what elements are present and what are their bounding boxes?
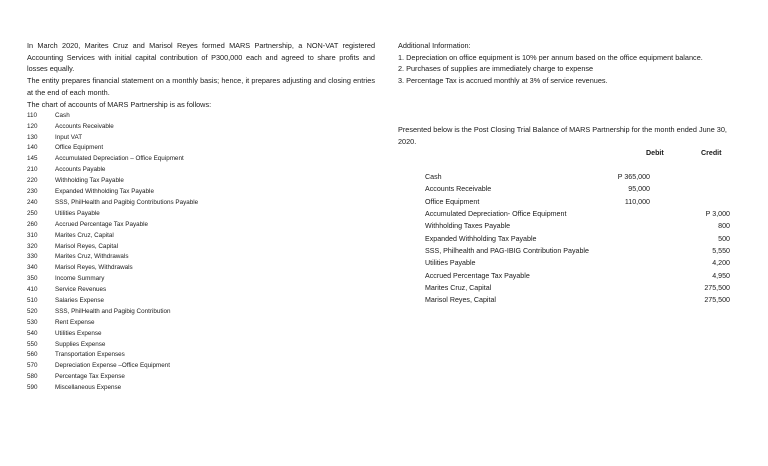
debit-amount: P 365,000 (617, 173, 650, 182)
credit-amount: 5,550 (712, 246, 730, 255)
account-code: 145 (27, 155, 38, 163)
account-name: Accumulated Depreciation – Office Equipment (55, 155, 184, 163)
account-code: 120 (27, 122, 38, 130)
account-name: Accounts Payable (55, 166, 106, 174)
trial-balance-row (425, 220, 730, 232)
account-row (27, 208, 375, 219)
account-code: 310 (27, 231, 38, 239)
account-row (27, 241, 375, 252)
account-row (27, 197, 375, 208)
account-code: 220 (27, 177, 38, 185)
account-name: Expanded Withholding Tax Payable (55, 188, 154, 196)
account-row (27, 339, 375, 350)
credit-amount: P 3,000 (705, 210, 730, 219)
account-code: 210 (27, 166, 38, 174)
account-row (27, 284, 375, 295)
account-row (27, 219, 375, 230)
account-code: 570 (27, 362, 38, 370)
account-title: Utilities Payable (425, 259, 476, 268)
account-name: Marisol Reyes, Withdrawals (55, 264, 133, 272)
account-row (27, 372, 375, 383)
account-name: Salaries Expense (55, 296, 105, 304)
account-code: 250 (27, 209, 38, 217)
account-row (27, 143, 375, 154)
account-title: Marisol Reyes, Capital (425, 296, 496, 305)
account-code: 560 (27, 351, 38, 359)
account-row (27, 252, 375, 263)
debit-column-header: Debit (646, 149, 664, 157)
account-code: 320 (27, 242, 38, 250)
account-title: Expanded Withholding Tax Payable (425, 234, 537, 243)
account-title: SSS, Philhealth and PAG-IBIG Contribution Payable (425, 246, 589, 255)
account-code: 330 (27, 253, 38, 261)
account-code: 260 (27, 220, 38, 228)
account-name: SSS, PhilHealth and Pagibig Contribution (55, 307, 171, 315)
account-name: Utilities Expense (55, 329, 102, 337)
account-name: Marisol Reyes, Capital (55, 242, 118, 250)
trial-balance-row (425, 282, 730, 294)
account-row (27, 121, 375, 132)
account-code: 540 (27, 329, 38, 337)
account-name: Income Summary (55, 275, 105, 283)
account-row (27, 230, 375, 241)
account-name: Office Equipment (55, 144, 104, 152)
account-row (27, 295, 375, 306)
account-name: Marites Cruz, Capital (55, 231, 114, 239)
trial-balance-row (425, 208, 730, 220)
account-code: 410 (27, 286, 38, 294)
account-title: Cash (425, 173, 442, 182)
account-name: Input VAT (55, 133, 83, 141)
trial-balance-row (425, 245, 730, 257)
intro-paragraph-1: In March 2020, Marites Cruz and Marisol Reyes formed MARS Partnership, a NON-VAT registered Accounting Services with initial capital contribution of P300,000 each and agreed to share profits and losses equally. (27, 41, 375, 74)
credit-amount: 4,950 (712, 271, 730, 280)
additional-info-item-1: 1. Depreciation on office equipment is 10% per annum based on the office equipment balance. (398, 52, 703, 62)
additional-information (398, 40, 742, 87)
account-row (27, 361, 375, 372)
account-name: Utilities Payable (55, 209, 100, 217)
trial-balance-row (425, 257, 730, 269)
trial-balance-table (425, 171, 730, 306)
account-title: Marites Cruz, Capital (425, 283, 492, 292)
account-code: 580 (27, 373, 38, 381)
account-name: Cash (55, 111, 70, 119)
account-name: Percentage Tax Expense (55, 373, 125, 381)
debit-amount: 95,000 (628, 185, 650, 194)
trial-balance-row (425, 196, 730, 208)
credit-amount: 500 (718, 234, 730, 243)
additional-info-item-3: 3. Percentage Tax is accrued monthly at 3% of service revenues. (398, 76, 608, 86)
account-row (27, 382, 375, 393)
account-name: Service Revenues (55, 286, 107, 294)
account-name: Withholding Tax Payable (55, 177, 124, 185)
account-name: Rent Expense (55, 318, 95, 326)
trial-balance-intro: Presented below is the Post Closing Trial Balance of MARS Partnership for the month ended June 30, 2020. (398, 125, 727, 146)
trial-balance-row (425, 232, 730, 244)
account-code: 230 (27, 188, 38, 196)
account-title: Withholding Taxes Payable (425, 222, 511, 231)
account-title: Accounts Receivable (425, 185, 492, 194)
credit-amount: 275,500 (704, 283, 730, 292)
account-row (27, 274, 375, 285)
account-row (27, 328, 375, 339)
account-code: 140 (27, 144, 38, 152)
intro-paragraph-2: The entity prepares financial statement on a monthly basis; hence, it prepares adjusting and closing entries at the end of each month. (27, 76, 375, 97)
account-name: Supplies Expense (55, 340, 106, 348)
account-name: Marites Cruz, Withdrawals (55, 253, 129, 261)
account-code: 130 (27, 133, 38, 141)
chart-of-accounts-list (27, 110, 375, 393)
trial-balance-row (425, 171, 730, 183)
credit-column-header: Credit (701, 149, 722, 157)
account-row (27, 263, 375, 274)
credit-amount: 800 (718, 222, 730, 231)
account-row (27, 154, 375, 165)
account-row (27, 110, 375, 121)
trial-balance-row (425, 294, 730, 306)
problem-description (27, 40, 375, 393)
account-name: SSS, PhilHealth and Pagibig Contributions Payable (55, 198, 199, 206)
account-title: Accumulated Depreciation- Office Equipment (425, 210, 567, 219)
trial-balance-row (425, 183, 730, 195)
account-row (27, 132, 375, 143)
account-row (27, 186, 375, 197)
account-code: 530 (27, 318, 38, 326)
account-name: Transportation Expenses (55, 351, 125, 359)
account-name: Accounts Receivable (55, 122, 114, 130)
debit-amount: 110,000 (624, 197, 650, 206)
account-code: 590 (27, 384, 38, 392)
additional-info-heading: Additional Information: (398, 41, 471, 50)
credit-amount: 4,200 (712, 259, 730, 268)
account-row (27, 350, 375, 361)
account-title: Accrued Percentage Tax Payable (425, 271, 530, 280)
intro-paragraph-3: The chart of accounts of MARS Partnership is as follows: (27, 99, 212, 109)
account-row (27, 165, 375, 176)
account-name: Miscellaneous Expense (55, 384, 122, 392)
account-title: Office Equipment (425, 197, 480, 206)
account-code: 340 (27, 264, 38, 272)
account-code: 550 (27, 340, 38, 348)
account-row (27, 176, 375, 187)
account-code: 520 (27, 307, 38, 315)
credit-amount: 275,500 (704, 296, 730, 305)
account-code: 240 (27, 198, 38, 206)
additional-info-item-2: 2. Purchases of supplies are immediately charge to expense (398, 64, 594, 74)
account-name: Accrued Percentage Tax Payable (55, 220, 148, 228)
account-row (27, 306, 375, 317)
trial-balance-row (425, 269, 730, 281)
account-code: 110 (27, 111, 38, 119)
account-code: 510 (27, 296, 38, 304)
account-code: 350 (27, 275, 38, 283)
account-row (27, 317, 375, 328)
account-name: Depreciation Expense –Office Equipment (55, 362, 171, 370)
